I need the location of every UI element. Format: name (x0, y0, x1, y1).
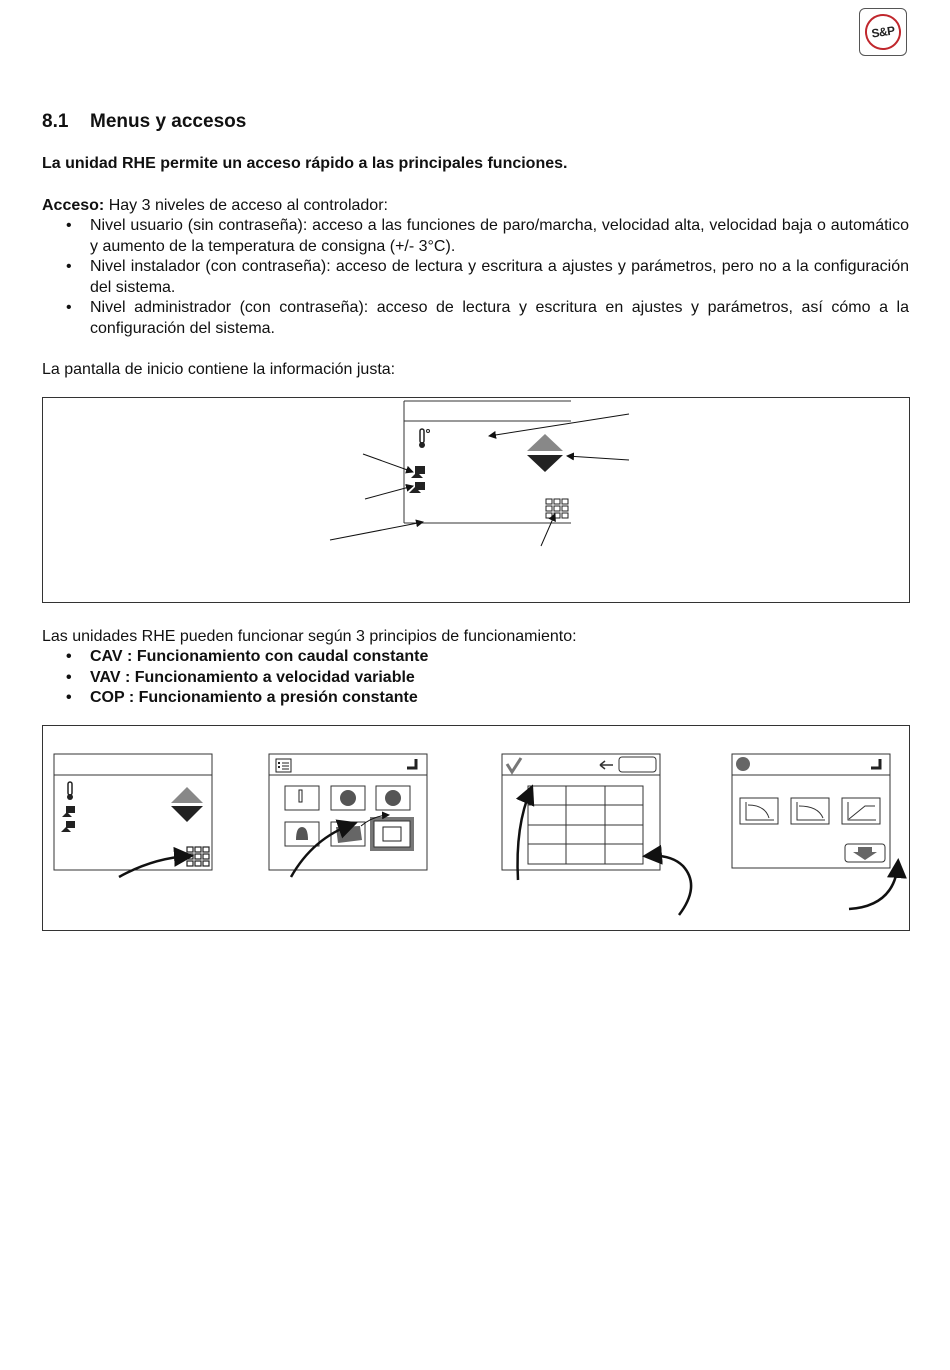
callout-arrows (330, 414, 629, 546)
fan-mode-icon (409, 482, 425, 493)
modes-text: Las unidades RHE pueden funcionar según 3 principios de funcionamiento: (42, 628, 577, 645)
home-screen-diagram (42, 397, 910, 603)
grid-menu-icon[interactable] (546, 499, 568, 518)
intro-text: La unidad RHE permite un acceso rápido a las principales funciones. (42, 155, 568, 172)
menu-list-icon[interactable] (276, 759, 291, 772)
arrow-up-icon[interactable] (171, 787, 203, 803)
modes-list (42, 647, 909, 709)
brand-logo (859, 8, 907, 56)
return-icon[interactable] (871, 759, 880, 768)
down-arrow-icon[interactable] (845, 844, 885, 862)
section-number: 8.1 (42, 111, 69, 132)
fan-speed-icon (411, 466, 425, 478)
access-paragraph (42, 196, 909, 217)
home-screen-text: La pantalla de inicio contiene la información justa: (42, 361, 396, 378)
screen-menu (269, 754, 427, 877)
arrow-up-icon[interactable] (527, 434, 563, 451)
navigation-diagram (42, 725, 910, 931)
screen-home (54, 754, 212, 877)
navigation-figure (43, 726, 911, 932)
screen-mode (732, 754, 898, 909)
home-screen-figure (43, 398, 911, 604)
return-icon[interactable] (407, 759, 416, 768)
access-levels-list (42, 216, 909, 339)
curve-icon[interactable] (791, 798, 829, 824)
access-text: Hay 3 niveles de acceso al controlador: (104, 197, 388, 214)
curve-icon[interactable] (842, 798, 880, 824)
brand-logo-text: S&P (863, 12, 904, 53)
fan-settings-icon (736, 757, 750, 771)
fan-mode-icon (61, 821, 75, 832)
list-item: • Nivel administrador (con contraseña): acceso de lectura y escritura en ajustes y parámetros, así cómo a la configuración del sistema. (42, 298, 909, 339)
grid-menu-icon[interactable] (187, 847, 209, 866)
parameter-table[interactable] (528, 786, 643, 864)
backspace-icon[interactable] (600, 761, 613, 769)
access-label: Acceso: (42, 197, 105, 214)
arrow-down-icon[interactable] (527, 455, 563, 472)
arrow-down-icon[interactable] (171, 806, 203, 822)
section-heading (42, 111, 246, 133)
list-item: • Nivel instalador (con contraseña): acceso de lectura y escritura a ajustes y parámetros, pero no a la configuración del sistema. (42, 257, 909, 298)
section-title: Menus y accesos (90, 111, 247, 132)
check-icon[interactable] (507, 758, 521, 772)
list-item: • COP : Funcionamiento a presión constante (42, 688, 909, 709)
list-item: • VAV : Funcionamiento a velocidad variable (42, 668, 909, 689)
list-item: • Nivel usuario (sin contraseña): acceso a las funciones de paro/marcha, velocidad alta, velocidad baja o automático y aumento de la temperatura de consigna (+/- 3°C). (42, 216, 909, 257)
list-item: • CAV : Funcionamiento con caudal constante (42, 647, 909, 668)
fan-speed-icon (62, 806, 75, 817)
thermometer-icon (67, 782, 73, 800)
curve-icon[interactable] (740, 798, 778, 824)
screen-table (502, 754, 691, 915)
thermometer-icon (419, 429, 430, 448)
